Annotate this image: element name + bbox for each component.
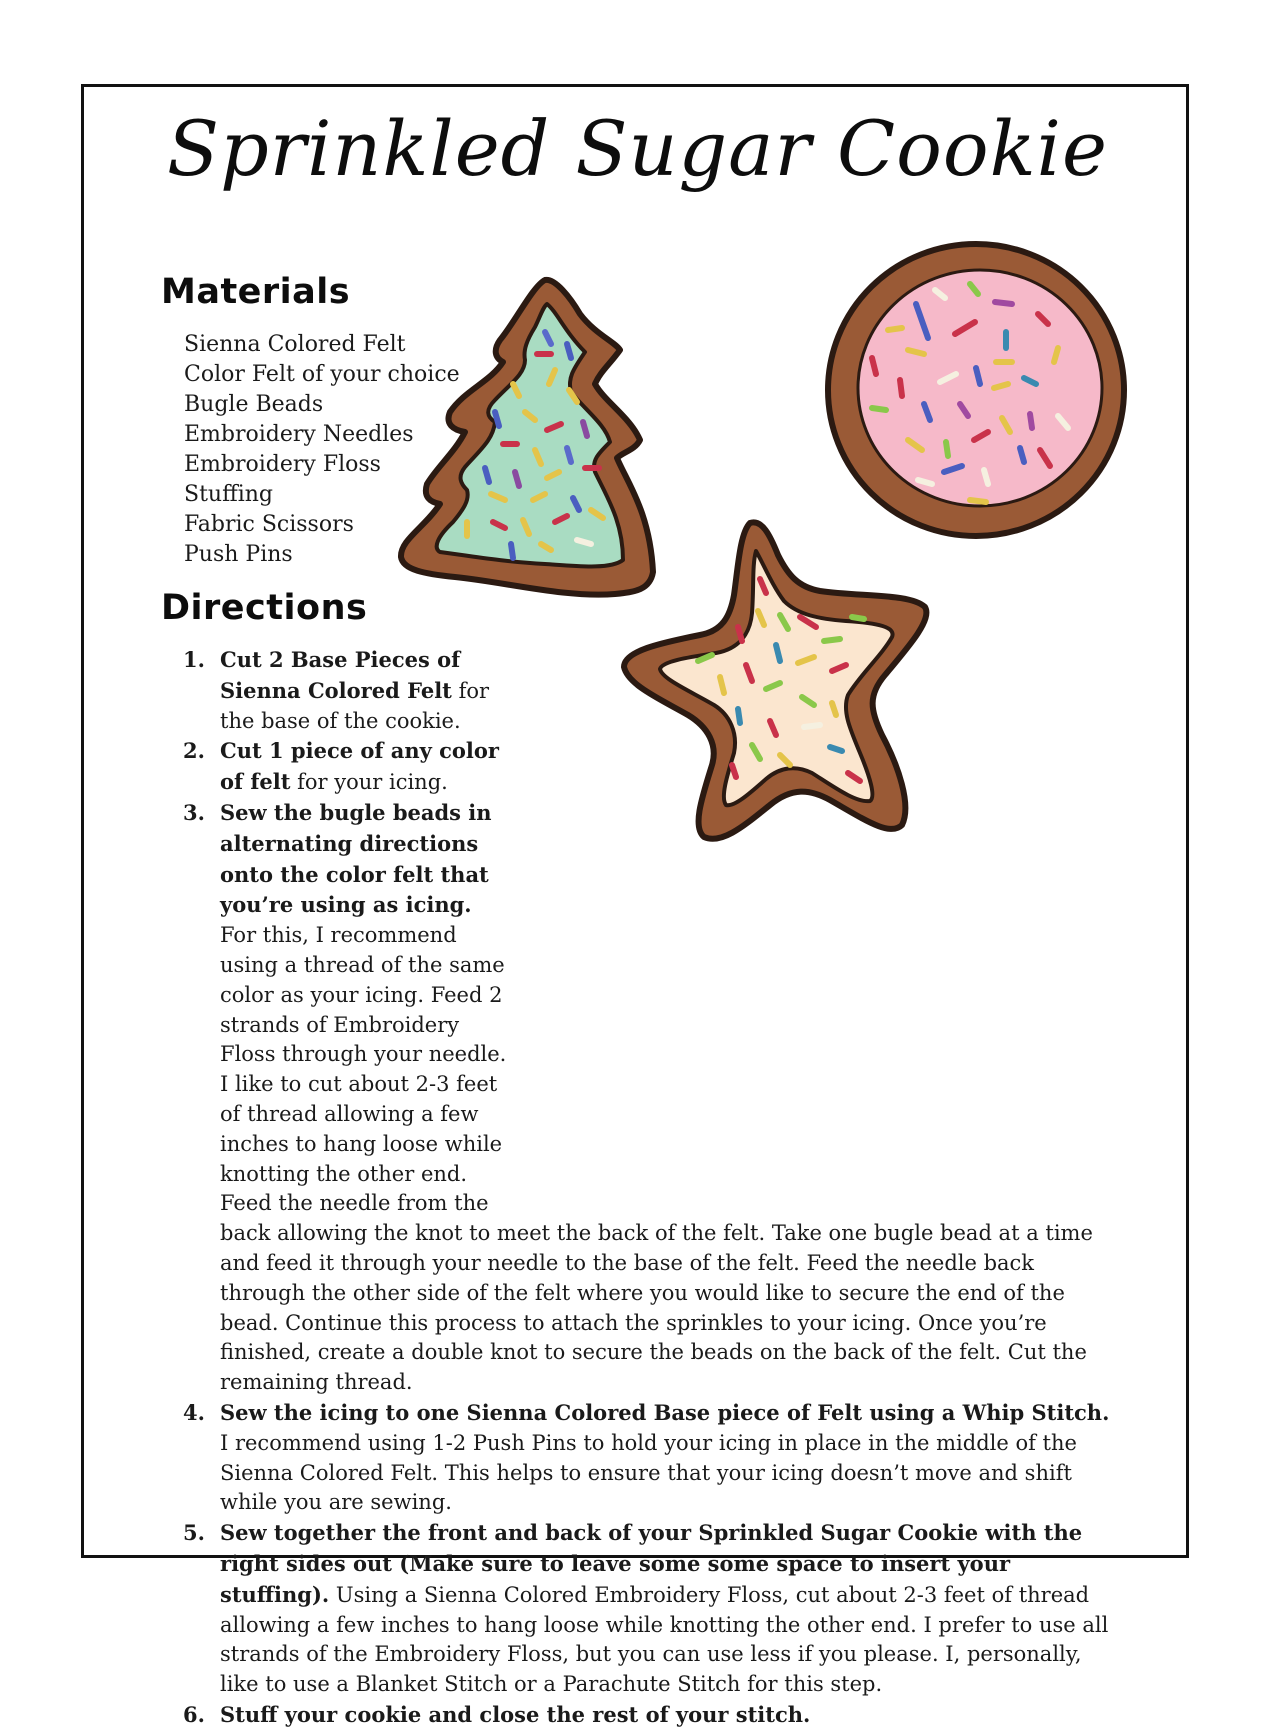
- directions-heading: Directions: [161, 588, 368, 628]
- direction-step-1: [183, 645, 1113, 736]
- list-item: Push Pins: [184, 542, 293, 567]
- direction-step-3: [183, 798, 1113, 1398]
- step-text: for the base of the cookie.: [220, 678, 490, 733]
- step-number: 5.: [183, 1520, 205, 1546]
- direction-step-5: [183, 1518, 1113, 1700]
- list-item: Embroidery Floss: [184, 452, 381, 477]
- step-bold-text: Stuff your cookie and close the rest of your stitch.: [220, 1701, 811, 1727]
- step-text: for your icing.: [290, 770, 448, 795]
- step-bold-text: Cut 1 piece of any color of felt: [220, 738, 499, 795]
- step-text: For this, I recommend using a thread of the same color as your icing. Feed 2 strands of Embroidery Floss through your needle. I like to cut about 2-3 feet of thread allowing a few inches to hang loose while knotting the other end. Feed the needle from the back allowing the knot to meet the back of the felt. Take one bugle bead at a time and feed it through your needle to the base of the felt. Feed the needle back through the other side of the felt where you would like to secure the end of the bead. Continue this process to attach the sprinkles to your icing. Once you’re finished, create a double knot to secure the beads on the back of the felt. Cut the remaining thread.: [220, 923, 1093, 1395]
- step-number: 1.: [183, 647, 205, 672]
- step-number: 6.: [183, 1701, 205, 1727]
- step-bold-text: Sew the icing to one Sienna Colored Base piece of Felt using a Whip Stitch.: [220, 1399, 1110, 1425]
- list-item: Bugle Beads: [184, 392, 324, 417]
- list-item: Fabric Scissors: [184, 512, 354, 537]
- list-item: Stuffing: [184, 482, 273, 507]
- direction-step-4: [183, 1398, 1113, 1518]
- step-bold-text: Cut 2 Base Pieces of Sienna Colored Felt: [220, 647, 461, 703]
- materials-heading: Materials: [161, 272, 351, 312]
- list-item: Sienna Colored Felt: [184, 332, 406, 357]
- list-item: Embroidery Needles: [184, 422, 414, 447]
- directions-list: [183, 645, 1113, 1731]
- page-title: Sprinkled Sugar Cookie: [167, 104, 1108, 193]
- step-number: 4.: [183, 1399, 205, 1425]
- step-number: 3.: [183, 799, 205, 825]
- step-bold-text: Sew the bugle beads in alternating directions onto the color felt that you’re using as icing.: [220, 799, 492, 918]
- list-item: Color Felt of your choice: [184, 362, 460, 387]
- step-number: 2.: [183, 738, 205, 764]
- step-text: I recommend using 1-2 Push Pins to hold your icing in place in the middle of the Sienna Colored Felt. This helps to ensure that your icing doesn’t move and shift while you are sewing.: [220, 1430, 1077, 1515]
- round-icing: [858, 270, 1102, 506]
- direction-step-2: [183, 736, 1113, 798]
- round-cookie-illustration: [820, 238, 1135, 548]
- step-text: Using a Sienna Colored Embroidery Floss, cut about 2-3 feet of thread allowing a few inches to hang loose while knotting the other end. I prefer to use all strands of the Embroidery Floss, but you can use less if you please. I, personally, like to use a Blanket Stitch or a Parachute Stitch for this step.: [220, 1582, 1109, 1697]
- step-bold-text: Sew together the front and back of your Sprinkled Sugar Cookie with the right sides out (Make sure to leave some some space to insert your stuffing).: [220, 1520, 1083, 1607]
- direction-step-6: [183, 1700, 1113, 1731]
